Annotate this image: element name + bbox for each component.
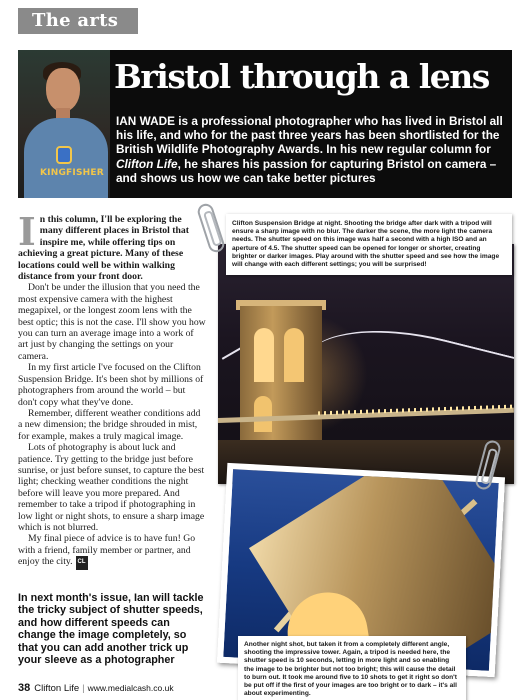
headline: Bristol through a lens [114,57,489,96]
body-paragraph: Remember, different weather conditions add a new dimension; the bridge shrouded in mist, for example, makes a truly magical image. [18,407,201,442]
drop-cap: I [18,209,36,254]
kingfisher-icon [56,146,72,164]
footer-url: www.medialcash.co.uk [87,683,174,693]
body-paragraph: Lots of photography is about luck and patience. Try getting to the bridge just before sunrise, or just before sunset, to capture the best light; checking weather conditions the night before will leave you more prepared. And remember to take a tripod if photographing in low light or night shots, to ensure a sharp image which is not blurred. [18,442,205,533]
article-header [18,50,512,198]
photo-caption-1: Clifton Suspension Bridge at night. Shooting the bridge after dark with a tripod will ensure a sharp image with no blur. The darker the scene, the more light the camera needs. The shutter speed on this image was half a second with a high ISO and an aperture of 4.5. The shutter speed can be opened for longer or shorter, creating brighter or darker images. Play around with the shutter speed and see how the image will change with each different settings; you will be surprised! [226,214,512,275]
page-footer [18,682,174,694]
page-number: 38 [18,682,31,694]
body-paragraph: In my first article I've focused on the Clifton Suspension Bridge. It's been shot by millions of photographers from around the world – but don't copy what they've done. [18,362,204,408]
end-mark: CL [76,556,88,569]
body-paragraph: Don't be under the illusion that you need the most expensive camera with the highest megapixel, or the longest zoom lens with the best optic; this is not the case. I'll show you how you can turn an average image into a work of art just by changing the settings on your camera. [18,282,206,362]
standfirst: IAN WADE is a professional photographer who has lived in Bristol all his life, and who for the past three years has been shortlisted for the British Wildlife Photography Awards. In his new regular column for Clifton Life, he shares his passion for capturing Bristol on camera – and shows us how we can take better pictures [116,114,503,185]
section-label: The arts [18,8,138,34]
shirt-logo-text: KINGFISHER [40,168,104,178]
footer-separator: | [82,683,85,694]
magazine-name: Clifton Life [34,683,80,694]
body-paragraph-final: My final piece of advice is to have fun! Go with a friend, family member or partner, and enjoy the city. CL [18,533,206,569]
author-portrait [18,50,110,198]
next-month-teaser: In next month's issue, Ian will tackle the tricky subject of shutter speeds, and how different speeds can change the image completely, so that you can add another trick up your sleeve as a photographer [18,592,204,667]
bridge-night-photo [218,244,514,484]
article-body [18,209,206,570]
lead-paragraph: In this column, I'll be exploring the many different places in Bristol that inspire me, while offering tips on achieving a great picture. Many of these locations could well be within walking distance from your front door. [18,209,189,283]
photo-caption-2: Another night shot, but taken it from a completely different angle, shooting the impressive tower. Again, a tripod is needed here, the shutter speed is 10 seconds, letting in more light and so enabling the image to be brighter but not too bright; this will cause the detail to burn out. It took me around five to 10 shots to get it right so don't be put off if the first of your images are too bright or to dark – it's all about experimenting. [238,636,466,700]
